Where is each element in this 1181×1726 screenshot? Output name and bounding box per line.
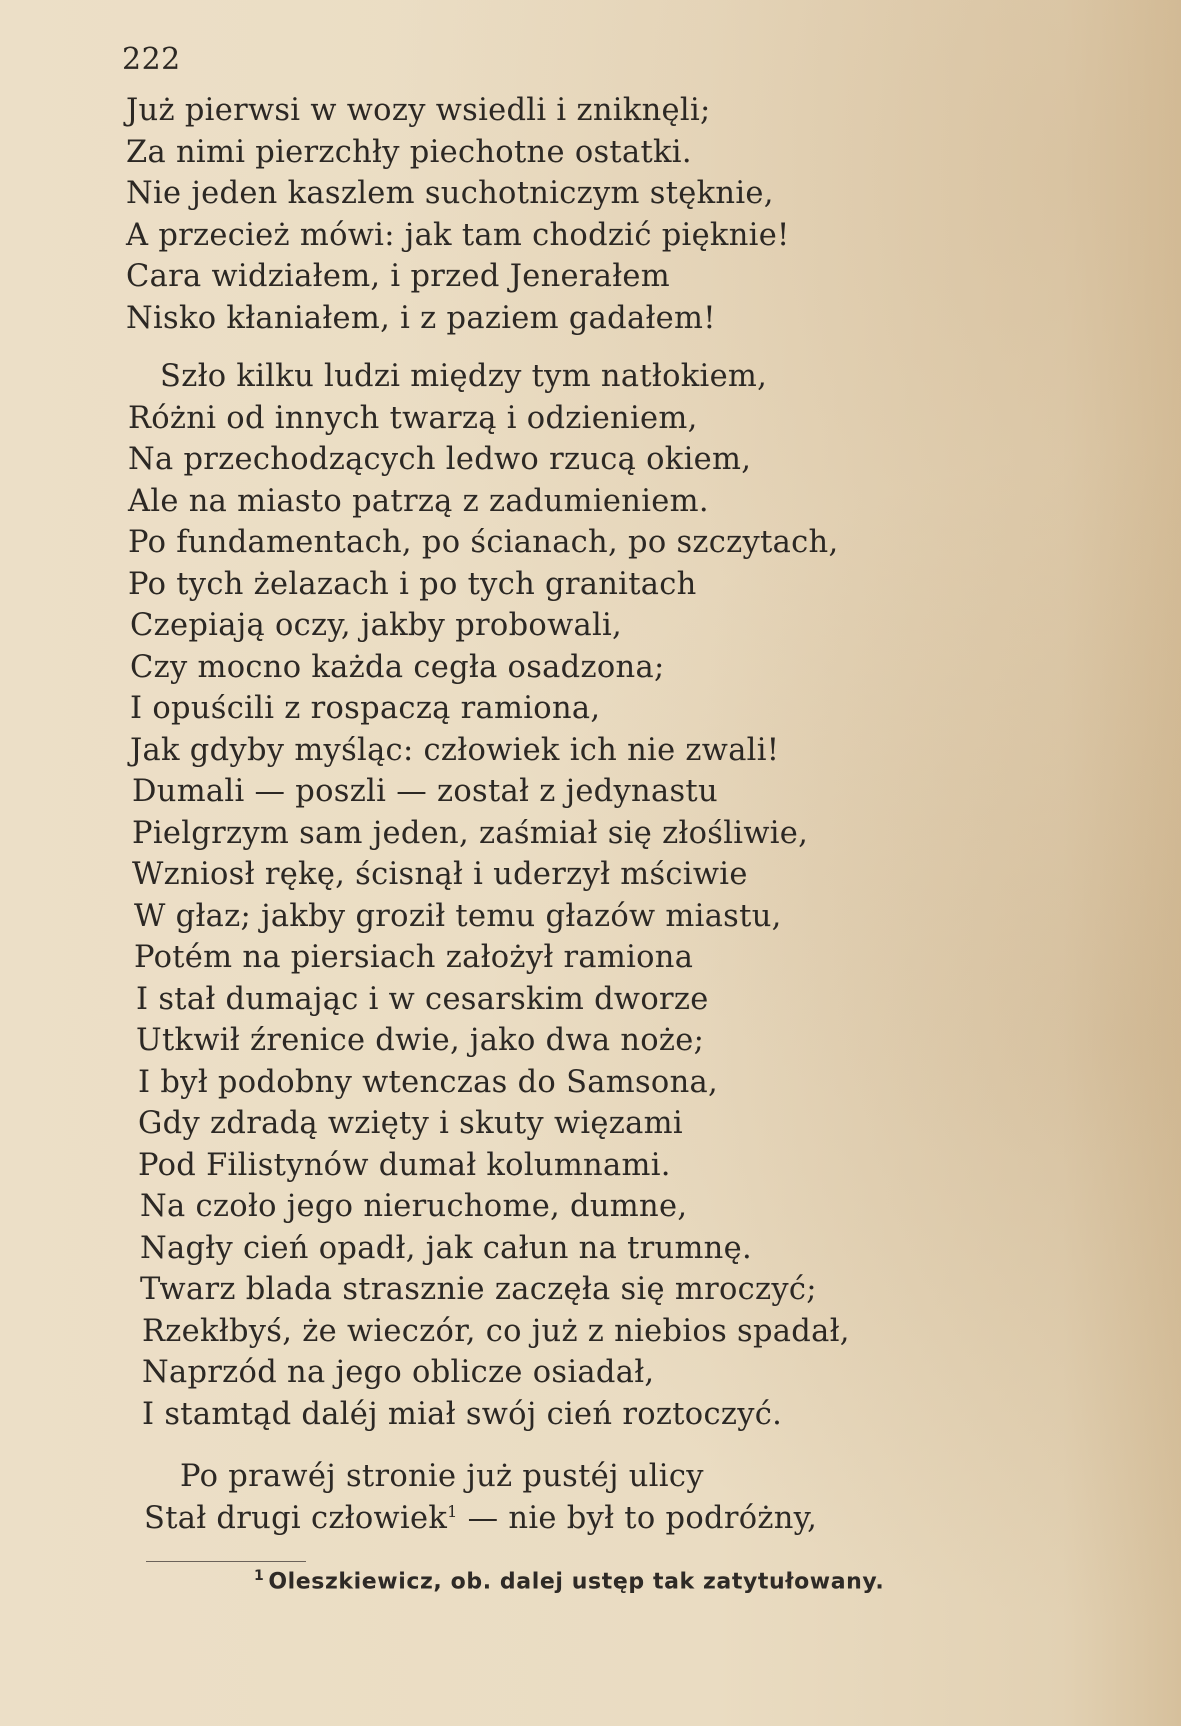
poem-line-text: Czepiają oczy, jakby probowali, — [130, 608, 623, 643]
poem-line-text: Naprzód na jego oblicze osiadał, — [142, 1355, 655, 1390]
poem-line — [0, 1145, 850, 1187]
poem-line — [0, 1186, 850, 1228]
poem-line-text: Na przechodzących ledwo rzucą okiem, — [128, 442, 752, 477]
poem-line-text: I był podobny wtenczas do Samsona, — [138, 1064, 719, 1100]
poem-line — [0, 298, 790, 340]
footnote-rule — [146, 1561, 306, 1562]
poem-line-text: Różni od innych twarzą i odzieniem, — [128, 400, 698, 436]
poem-line — [0, 896, 850, 938]
poem-line-text: Utkwił źrenice dwie, jako dwa noże; — [136, 1023, 705, 1058]
stanza-3 — [0, 1456, 817, 1539]
poem-line — [0, 132, 790, 174]
poem-line-text: W głaz; jakby groził temu głazów miastu, — [134, 898, 782, 934]
footnote-text: Oleszkiewicz, ob. dalej ustęp tak zatytułowany. — [268, 1569, 885, 1595]
poem-line — [0, 356, 850, 398]
poem-line — [0, 1269, 850, 1311]
poem-line-text: Rzekłbyś, że wieczór, co już z niebios spadał, — [142, 1313, 850, 1349]
poem-line-text: Pielgrzym sam jeden, zaśmiał się złośliwie, — [132, 815, 809, 851]
poem-line — [0, 481, 850, 523]
page-number: 222 — [122, 42, 181, 77]
poem-line — [0, 173, 790, 215]
poem-line — [0, 1020, 850, 1062]
stanza-2 — [0, 356, 850, 1435]
poem-line-text: Po tych żelazach i po tych granitach — [128, 566, 697, 602]
footnote-mark: 1 — [254, 1568, 265, 1584]
poem-line — [0, 1456, 817, 1498]
poem-line-text: Czy mocno każda cegła osadzona; — [130, 649, 665, 685]
poem-line-text: Za nimi pierzchły piechotne ostatki. — [126, 134, 692, 170]
poem-line — [0, 1498, 817, 1540]
footnote — [254, 1568, 884, 1594]
poem-line-text: Wzniosł rękę, ścisnął i uderzył mściwie — [132, 857, 748, 892]
poem-line — [0, 1103, 850, 1145]
poem-line — [0, 1394, 850, 1436]
poem-line-text: Szło kilku ludzi między tym natłokiem, — [160, 359, 768, 394]
poem-line-text: Twarz blada strasznie zaczęła się mroczyć; — [140, 1272, 817, 1307]
poem-line — [0, 979, 850, 1021]
poem-line-text: Po prawéj stronie już pustéj ulicy — [180, 1459, 704, 1494]
poem-line-text: I stał dumając i w cesarskim dworze — [136, 981, 709, 1017]
poem-line-text: I opuścili z rospaczą ramiona, — [130, 691, 601, 726]
stanza-1 — [0, 90, 790, 339]
poem-line-text: Dumali — poszli — został z jedynastu — [132, 774, 718, 809]
poem-line-text: Stał drugi człowiek — [144, 1500, 448, 1536]
poem-line — [0, 730, 850, 772]
poem-line-text: Potém na piersiach założył ramiona — [134, 940, 694, 975]
poem-line — [0, 1311, 850, 1353]
poem-line-text: A przecież mówi: jak tam chodzić pięknie! — [126, 217, 790, 253]
poem-line-text: Gdy zdradą wzięty i skuty więzami — [138, 1106, 683, 1141]
poem-line — [0, 256, 790, 298]
poem-line-text: Już pierwsi w wozy wsiedli i zniknęli; — [126, 93, 711, 128]
poem-line-text: Jak gdyby myśląc: człowiek ich nie zwali! — [130, 732, 780, 768]
poem-line-text: Nisko kłaniałem, i z paziem gadałem! — [126, 300, 716, 336]
poem-line — [0, 605, 850, 647]
poem-line — [0, 522, 850, 564]
poem-line — [0, 937, 850, 979]
poem-line — [0, 1352, 850, 1394]
poem-line-text: Po fundamentach, po ścianach, po szczytach, — [128, 525, 839, 560]
poem-line — [0, 215, 790, 257]
poem-line-text: Na czoło jego nieruchome, dumne, — [140, 1189, 688, 1224]
poem-line — [0, 854, 850, 896]
poem-line — [0, 771, 850, 813]
footnote-reference: 1 — [447, 1501, 458, 1521]
poem-line — [0, 90, 790, 132]
poem-line-text: Nagły cień opadł, jak całun na trumnę. — [140, 1230, 752, 1266]
poem-line — [0, 1228, 850, 1270]
poem-line — [0, 813, 850, 855]
poem-line-text: Nie jeden kaszlem suchotniczym stęknie, — [126, 176, 774, 211]
poem-line — [0, 564, 850, 606]
poem-line-tail: — nie był to podróżny, — [457, 1500, 818, 1536]
poem-line — [0, 439, 850, 481]
poem-line — [0, 1062, 850, 1104]
poem-line-text: Pod Filistynów dumał kolumnami. — [138, 1147, 671, 1183]
poem-line — [0, 647, 850, 689]
poem-line — [0, 688, 850, 730]
poem-line-text: Ale na miasto patrzą z zadumieniem. — [128, 483, 709, 519]
poem-line — [0, 398, 850, 440]
poem-line-text: I stamtąd daléj miał swój cień roztoczyć. — [142, 1396, 783, 1432]
poem-line-text: Cara widziałem, i przed Jenerałem — [126, 259, 671, 294]
